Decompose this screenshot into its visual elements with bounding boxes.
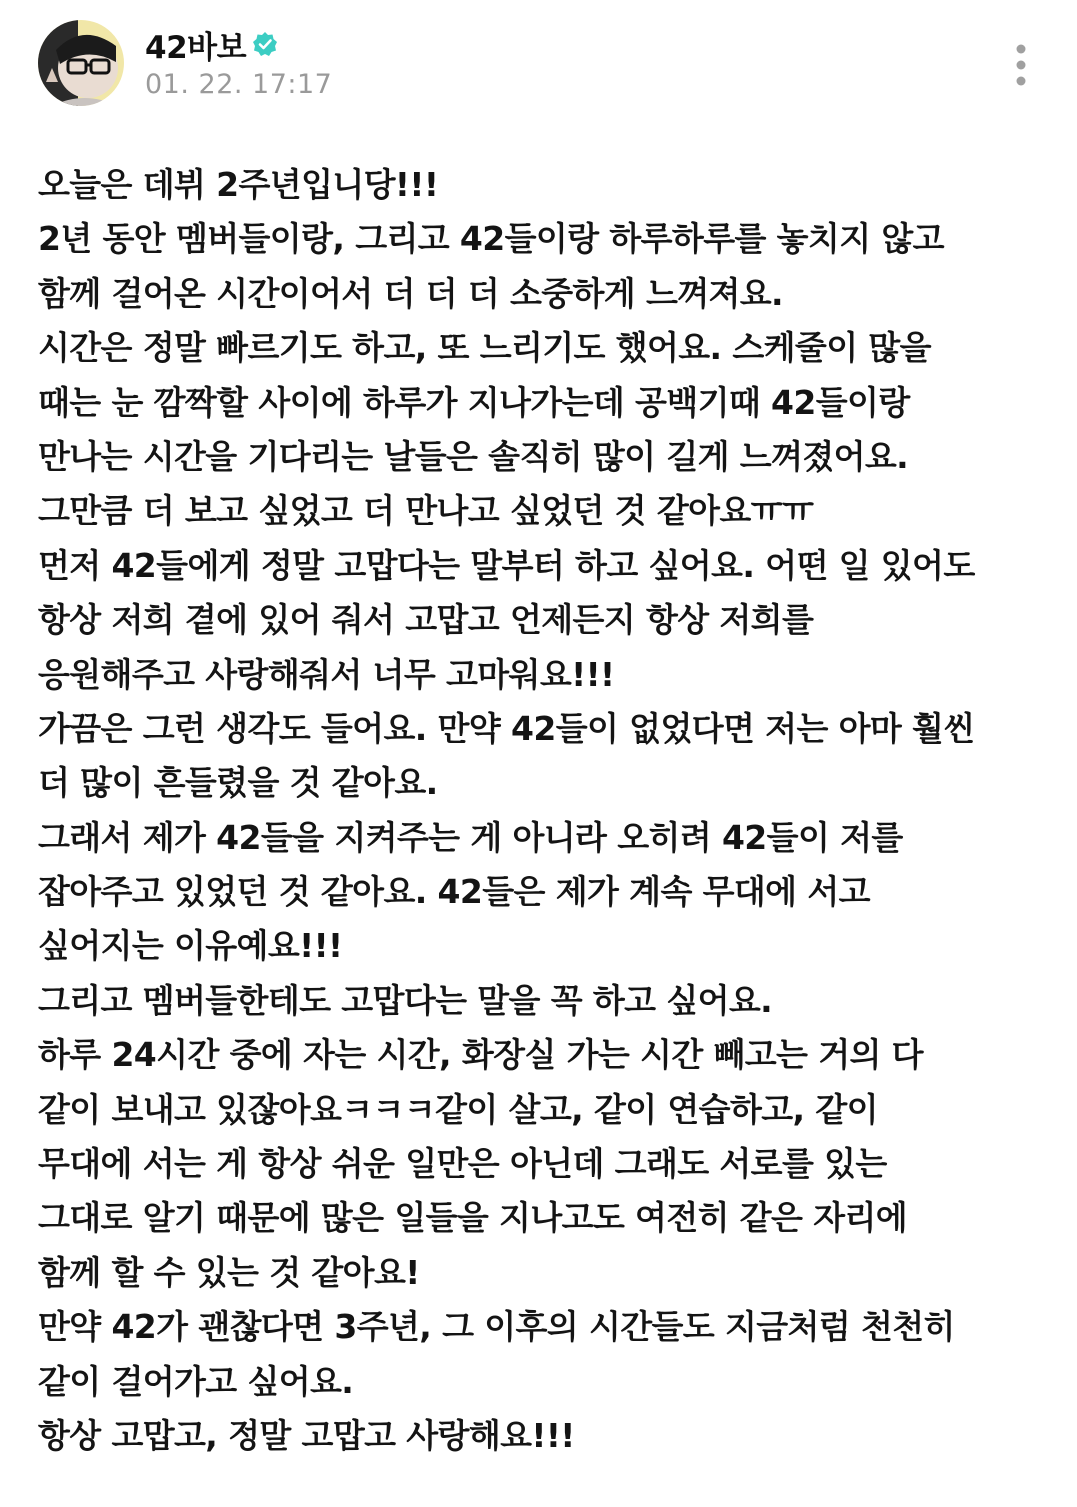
post-header xyxy=(0,0,1077,130)
post-text-line: 때는 눈 깜짝할 사이에 하루가 지나가는데 공백기때 42들이랑 xyxy=(38,382,910,422)
post-text-line: 하루 24시간 중에 자는 시간, 화장실 가는 시간 빼고는 거의 다 xyxy=(38,1035,923,1075)
post-text-line: 응원해주고 사랑해줘서 너무 고마워요!!! xyxy=(38,654,615,694)
post-text-line: 오늘은 데뷔 2주년입니당!!! xyxy=(38,165,439,204)
post-text-line: 만약 42가 괜찮다면 3주년, 그 이후의 시간들도 지금처럼 천천히 xyxy=(38,1307,955,1347)
author-row xyxy=(145,24,278,64)
more-options-button[interactable] xyxy=(1003,40,1039,90)
post-text-line: 더 많이 흔들렸을 것 같아요. xyxy=(38,763,438,803)
post-text-line: 같이 걸어가고 싶어요. xyxy=(38,1361,354,1401)
author-name[interactable]: 42바보 xyxy=(145,29,247,66)
post-text-line: 함께 걸어온 시간이어서 더 더 더 소중하게 느껴져요. xyxy=(38,273,783,313)
post-text-line: 항상 저희 곁에 있어 줘서 고맙고 언제든지 항상 저희를 xyxy=(38,600,814,640)
post-text-line: 싶어지는 이유예요!!! xyxy=(38,926,343,966)
more-vertical-icon xyxy=(1015,43,1027,87)
post-text-line: 가끔은 그런 생각도 들어요. 만약 42들이 없었다면 저는 아마 훨씬 xyxy=(38,708,975,748)
post-text-line: 시간은 정말 빠르기도 하고, 또 느리기도 했어요. 스케줄이 많을 xyxy=(38,328,931,368)
post-text-line: 그래서 제가 42들을 지켜주는 게 아니라 오히려 42들이 저를 xyxy=(38,817,903,857)
post-text-line: 만나는 시간을 기다리는 날들은 솔직히 많이 길게 느껴졌어요. xyxy=(38,436,909,476)
post-text-line: 함께 할 수 있는 것 같아요! xyxy=(38,1252,420,1292)
post-timestamp: 01. 22. 17:17 xyxy=(145,69,333,100)
avatar[interactable] xyxy=(38,20,124,106)
post-text-line: 그대로 알기 때문에 많은 일들을 지나고도 여전히 같은 자리에 xyxy=(38,1198,908,1238)
post-text-line: 그만큼 더 보고 싶었고 더 만나고 싶었던 것 같아요ㅠㅠ xyxy=(38,491,814,531)
post-body xyxy=(38,158,1058,1463)
post-text-line: 무대에 서는 게 항상 쉬운 일만은 아닌데 그래도 서로를 있는 xyxy=(38,1144,887,1184)
post-text-line: 같이 보내고 있잖아요ㅋㅋㅋ같이 살고, 같이 연습하고, 같이 xyxy=(38,1089,878,1129)
post-text-line: 항상 고맙고, 정말 고맙고 사랑해요!!! xyxy=(38,1415,575,1455)
post-text-line: 2년 동안 멤버들이랑, 그리고 42들이랑 하루하루를 놓치지 않고 xyxy=(38,219,944,259)
post-text-line: 잡아주고 있었던 것 같아요. 42들은 제가 계속 무대에 서고 xyxy=(38,872,870,912)
post-text-line: 먼저 42들에게 정말 고맙다는 말부터 하고 싶어요. 어떤 일 있어도 xyxy=(38,545,975,585)
post-text-line: 그리고 멤버들한테도 고맙다는 말을 꼭 하고 싶어요. xyxy=(38,980,773,1020)
avatar-image xyxy=(38,20,124,106)
verified-badge-icon xyxy=(252,31,278,57)
